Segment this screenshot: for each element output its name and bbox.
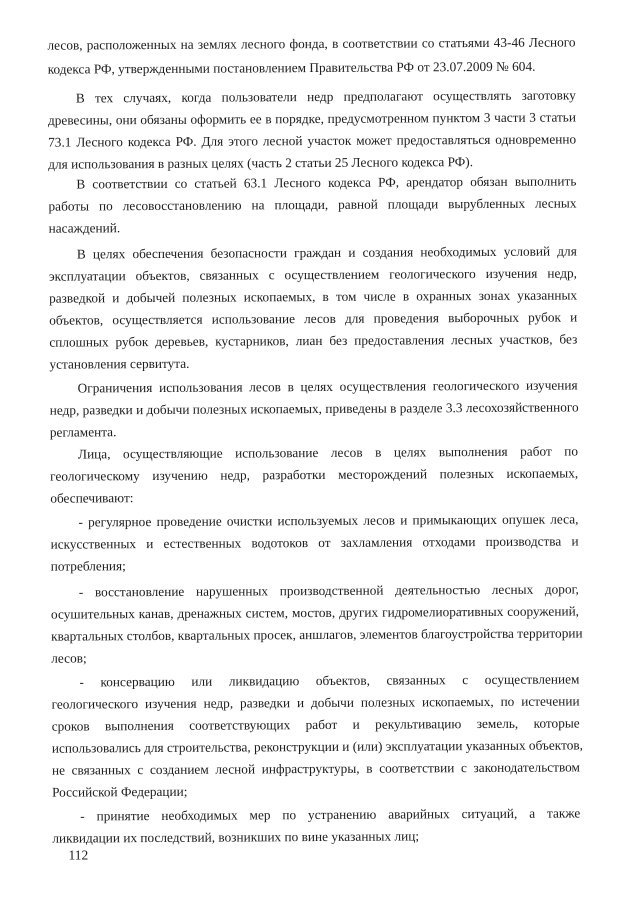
- text-line: объектов, осуществляется использование лесов для проведения выборочных рубок и: [49, 309, 578, 328]
- text-line: Лица, осуществляющие использование лесов в целях выполнения работ по: [77, 443, 579, 462]
- page-number: 112: [68, 847, 89, 863]
- list-item-line: потребления;: [50, 558, 126, 574]
- list-item-line: осушительных канав, дренажных систем, мостов, других гидромелиоративных сооружений,: [50, 603, 580, 622]
- text-line: для использования в разных целях (часть 2 статьи 25 Лесного кодекса РФ).: [48, 154, 474, 172]
- list-item-line: не связанных с созданием лесной инфраструктуры, в соответствии с законодательством: [51, 759, 580, 778]
- text-line: регламента.: [49, 424, 117, 440]
- list-item-line: - принятие необходимых мер по устранению аварийных ситуаций, а также: [80, 805, 581, 824]
- text-line: древесины, они обязаны оформить ее в порядке, предусмотренном пунктом 3 части 3 статьи: [47, 109, 577, 128]
- list-item-line: - регулярное проведение очистки используемых лесов и примыкающих опушек леса,: [78, 511, 579, 530]
- text-line: лесов, расположенных на землях лесного фонда, в соответствии со статьями 43-46 Лесного: [47, 34, 576, 53]
- text-line: разведкой и добычей полезных ископаемых, в том числе в охранных зонах указанных: [49, 287, 578, 306]
- text-line: недр, разведки и добычи полезных ископаемых, приведены в разделе 3.3 лесохозяйственного: [49, 399, 579, 418]
- text-line: эксплуатации объектов, связанных с осуществлением геологического изучения недр,: [48, 265, 577, 284]
- text-line: кодекса РФ, утвержденными постановлением Правительства РФ от 23.07.2009 № 604.: [47, 58, 536, 77]
- text-line: насаждений.: [48, 220, 121, 236]
- text-line: сплошных рубок деревьев, кустарников, лиан без предоставления лесных участков, без: [49, 331, 578, 350]
- text-line: В целях обеспечения безопасности граждан и создания необходимых условий для: [76, 243, 577, 262]
- text-line: В тех случаях, когда пользователи недр предполагают осуществлять заготовку: [75, 87, 576, 106]
- text-line: установления сервитута.: [49, 355, 190, 372]
- list-item-line: Российской Федерации;: [52, 783, 188, 800]
- list-item-line: ликвидации их последствий, возникших по вине указанных лиц;: [52, 828, 420, 846]
- list-item-line: - консервацию или ликвидацию объектов, связанных с осуществлением: [79, 671, 580, 690]
- list-item-line: использовались для строительства, реконструкции и (или) эксплуатации указанных объектов,: [51, 737, 583, 756]
- text-line: работы по лесовосстановлению на площади, равной площади вырубленных лесных: [48, 195, 577, 214]
- list-item-line: сроков выполнения соответствующих работ и рекультивацию земель, которые: [51, 715, 580, 734]
- text-line: 73.1 Лесного кодекса РФ. Для этого лесной участок может предоставляться одновременно: [48, 131, 577, 150]
- list-item-line: квартальных столбов, квартальных просек, аншлагов, элементов благоустройства территории: [51, 625, 583, 644]
- text-line: обеспечивают:: [50, 490, 134, 506]
- list-item-line: - восстановление нарушенных производственной деятельностью лесных дорог,: [78, 581, 579, 600]
- text-line: В соответствии со статьей 63.1 Лесного кодекса РФ, арендатор обязан выполнить: [76, 173, 577, 192]
- list-item-line: лесов;: [51, 650, 87, 666]
- list-item-line: искусственных и естественных водотоков от захламления отходами производства и: [50, 533, 579, 552]
- text-line: Ограничения использования лесов в целях осуществления геологического изучения: [77, 377, 578, 396]
- text-line: геологическому изучению недр, разработки месторождений полезных ископаемых,: [50, 465, 579, 484]
- list-item-line: геологического изучения недр, разведки и добычи полезных ископаемых, по истечении: [51, 693, 580, 712]
